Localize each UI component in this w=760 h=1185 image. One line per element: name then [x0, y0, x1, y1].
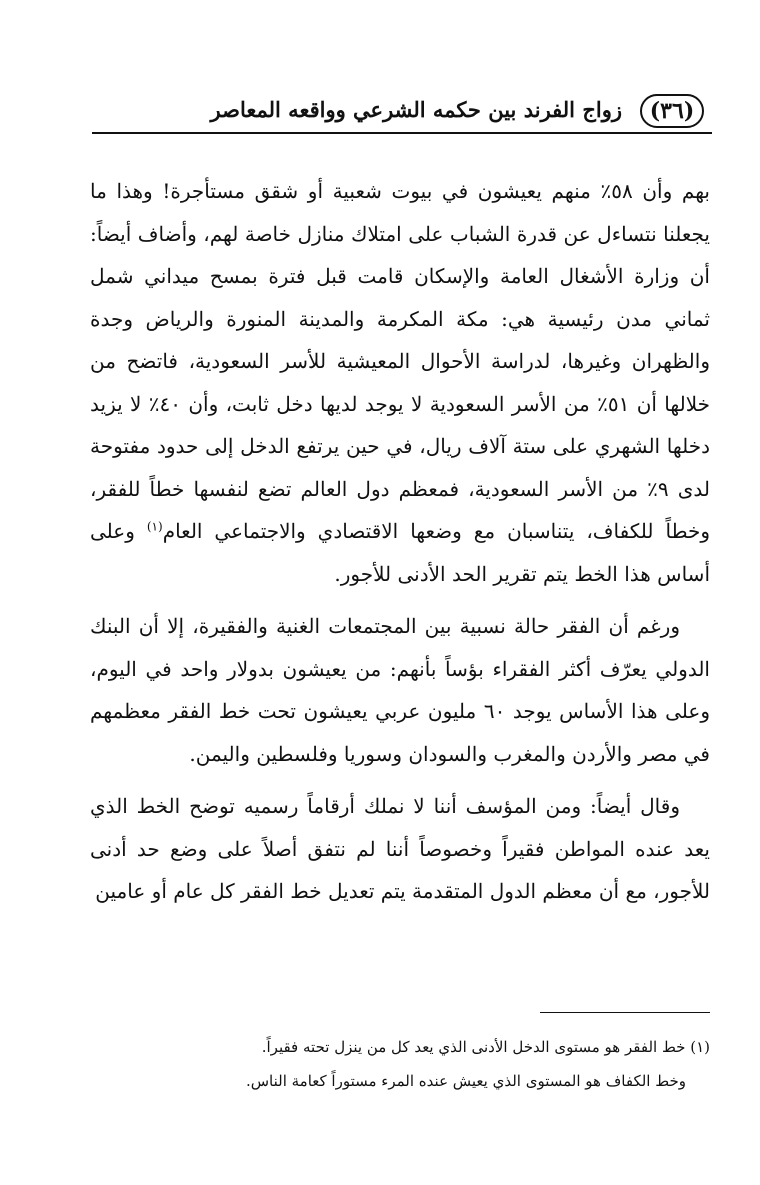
paragraph-1	[90, 170, 710, 595]
footnote-1-continued: وخط الكفاف هو المستوى الذي يعيش عنده المرء مستوراً كعامة الناس.	[245, 1072, 686, 1090]
page-number: (٣٦)	[640, 94, 704, 128]
footnote-rule	[540, 1012, 710, 1013]
paragraph-1-end: وعلى أساس هذا الخط يتم تقرير الحد الأدنى للأجور.	[90, 519, 710, 586]
paragraph-1-text: بهم وأن ٥٨٪ منهم يعيشون في بيوت شعبية أو شقق مستأجرة! وهذا ما يجعلنا نتساءل عن قدرة الشباب على امتلاك منازل خاصة لهم، وأضاف أيضاً: أن وزارة الأشغال العامة والإسكان قامت قبل فترة بمسح ميداني شمل ثماني مدن رئيسية هي: مكة المكرمة والمدينة المنورة والرياض وجدة والظهران وغيرها، لدراسة الأحوال المعيشية للأسر السعودية، فاتضح من خلالها أن ٥١٪ من الأسر السعودية لا يوجد لديها دخل ثابت، وأن ٤٠٪ لا يزيد دخلها الشهري على ستة آلاف ريال، في حين يرتفع الدخل إلى حدود مفتوحة لدى ٩٪ من الأسر السعودية، فمعظم دول العالم تضع لنفسها خطاً للفقر، وخطاً للكفاف، يتناسبان مع وضعها الاقتصادي والاجتماعي العام	[90, 179, 711, 543]
footnote-1: (١) خط الفقر هو مستوى الدخل الأدنى الذي يعد كل من ينزل تحته فقيراً.	[261, 1038, 710, 1056]
page-header	[92, 92, 712, 138]
footnote-marker: (١)	[146, 519, 163, 534]
body-text	[90, 170, 710, 923]
footnotes	[90, 1030, 710, 1098]
running-title: زواج الفرند بين حكمه الشرعي وواقعه المعاصر	[210, 97, 622, 122]
paragraph-2: ورغم أن الفقر حالة نسبية بين المجتمعات الغنية والفقيرة، إلا أن البنك الدولي يعرّف أكثر الفقراء بؤساً بأنهم: من يعيشون بدولار واحد في اليوم، وعلى هذا الأساس يوجد ٦٠ مليون عربي يعيشون تحت خط الفقر معظمهم في مصر والأردن والمغرب والسودان وسوريا وفلسطين واليمن.	[90, 614, 710, 766]
header-rule	[92, 132, 712, 134]
paragraph-3: وقال أيضاً: ومن المؤسف أننا لا نملك أرقاماً رسميه توضح الخط الذي يعد عنده المواطن فقيراً وخصوصاً أننا لم نتفق أصلاً على وضع حد أدنى للأجور، مع أن معظم الدول المتقدمة يتم تعديل خط الفقر كل عام أو عامين	[90, 794, 710, 903]
